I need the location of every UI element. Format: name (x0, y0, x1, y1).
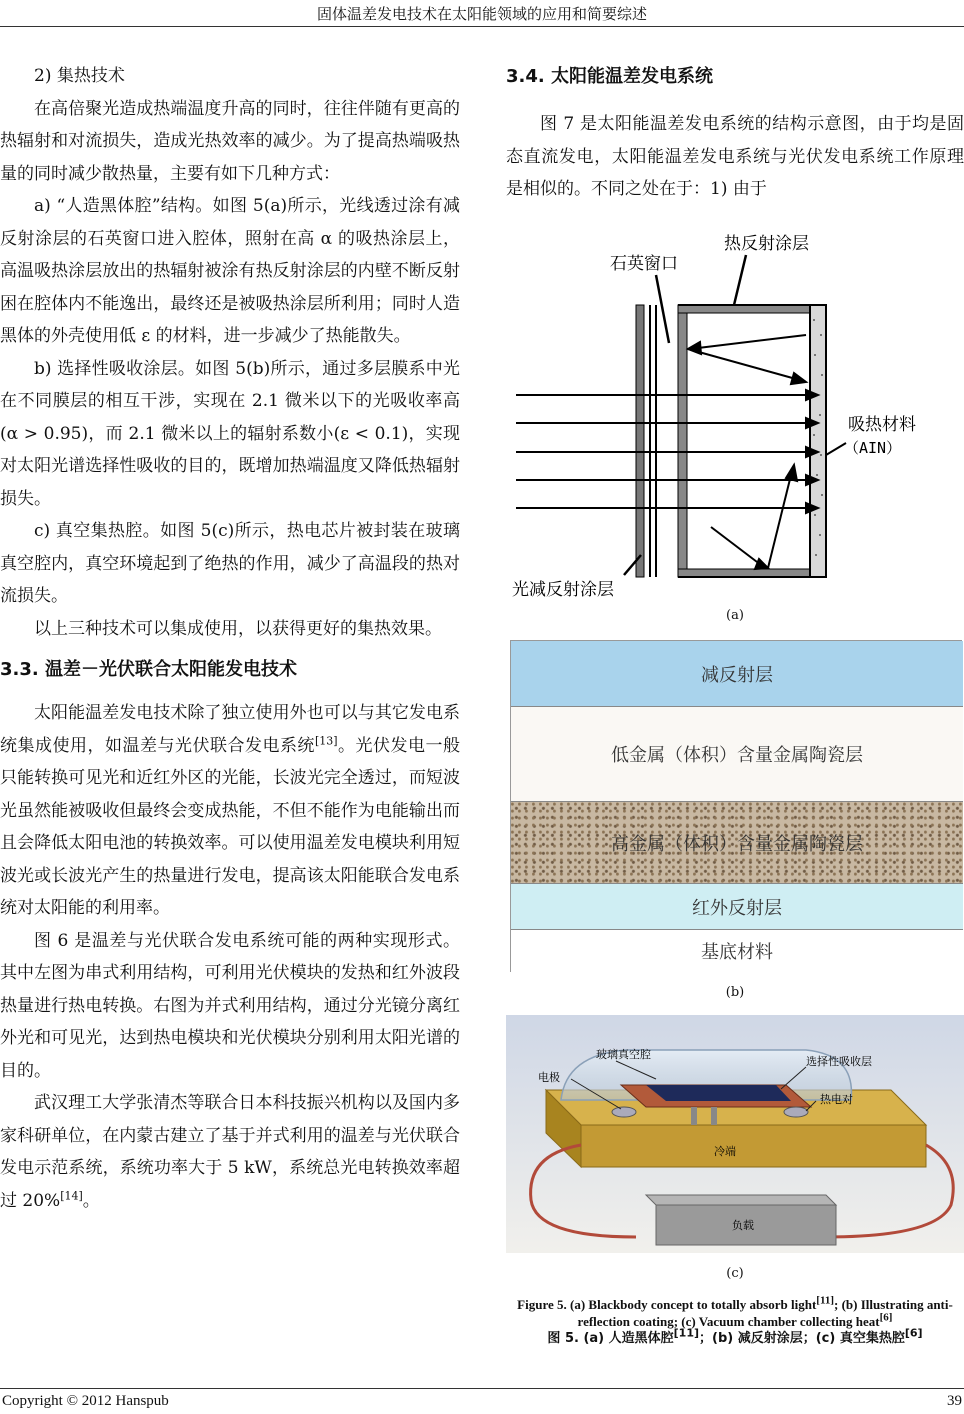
right-column (506, 60, 964, 206)
paragraph: 图 7 是太阳能温差发电系统的结构示意图，由于均是固态直流发电，太阳能温差发电系统与光伏发电系统工作原理是相似的。不同之处在于：1) 由于 (506, 114, 964, 199)
running-title: 固体温差发电技术在太阳能领域的应用和简要综述 (316, 5, 647, 23)
layer-antireflect (511, 641, 963, 707)
leader-line (734, 255, 746, 305)
caption-text: Figure 5. (a) Blackbody concept to totally absorb light (517, 1297, 817, 1312)
copyright: Copyright © 2012 Hanspub (2, 1393, 169, 1409)
label-ar-coating: 光减反射涂层 (512, 580, 614, 600)
subfigure-caption: (a) (726, 608, 744, 623)
cold-plate-front (581, 1125, 926, 1167)
layer-infrared-reflect (511, 884, 963, 930)
leader-line (826, 443, 846, 455)
header-rule (0, 26, 964, 27)
paragraph-text: 太阳能温差发电技术除了独立使用外也可以与其它发电系统集成使用，如温差与光伏联合发电系统 (0, 703, 460, 756)
cavity-bottom-wall (678, 569, 810, 577)
paragraph: b) 选择性吸收涂层。如图 5(b)所示，通过多层膜系中光在不同膜层的相互干涉，实现在 2.1 微米以下的光吸收率高(α > 0.95)，而 2.1 微米以上的辐射系数小(ε < 0.1)，实现对太阳光谱选择性吸收的目的，既增加热端温度又降低热辐射损失。 (0, 358, 460, 509)
footer-rule (0, 1388, 964, 1389)
subsection-heading: 2) 集热技术 (34, 66, 125, 86)
figure-5b-coating-layers (510, 640, 962, 972)
caption-text: ；(b) 减反射涂层；(c) 真空集热腔 (699, 1331, 905, 1346)
figure-caption (506, 1296, 964, 1347)
label-selective-layer: 选择性吸收层 (806, 1055, 872, 1068)
figure-caption-en (506, 1296, 964, 1330)
citation[interactable]: [6] (904, 1326, 923, 1340)
label-absorber: 吸热材料 (848, 415, 916, 435)
citation[interactable]: [6] (879, 1311, 893, 1324)
window-frame (636, 305, 644, 577)
layer-label: 高金属（体积）含量金属陶瓷层 (611, 833, 863, 855)
label-cold-side: 冷端 (714, 1145, 736, 1158)
label-glass-chamber: 玻璃真空腔 (596, 1048, 651, 1061)
paragraph: a) “人造黑体腔”结构。如图 5(a)所示，光线透过涂有减反射涂层的石英窗口进入腔体，照射在高 α 的吸热涂层上，高温吸热涂层放出的热辐射被涂有热反射涂层的内壁不断反射困在腔体内不能逸出，最终还是被吸热涂层所利用；同时人造黑体的外壳使用低 ε 的材料，进一步减少了热能散失。 (0, 196, 460, 346)
citation[interactable]: [11] (816, 1294, 835, 1307)
paragraph: 以上三种技术可以集成使用，以获得更好的集热效果。 (34, 618, 442, 639)
vacuum-chamber-render (506, 1015, 964, 1253)
paragraph (0, 697, 460, 925)
paragraph-text: 。光伏发电一般只能转换可见光和近红外区的光能，长波光完全透过，而短波光虽然能被吸收但最终会变成热能，不但不能作为电能输出而且会降低太阳电池的转换效率。可以使用温差发电模块利用短波光或长波光产生的热量进行发电，提高该太阳能联合发电系统对太阳能的利用率。 (0, 735, 461, 918)
load-top (646, 1195, 836, 1205)
layer-low-metal-cermet (511, 707, 963, 802)
citation[interactable]: [13] (314, 733, 338, 747)
paragraph-text: 。 (82, 1190, 100, 1211)
cavity-left-wall (678, 305, 687, 577)
layer-label: 红外反射层 (692, 897, 782, 919)
leader-line (656, 275, 669, 343)
cavity-top-wall (678, 305, 810, 313)
subfigure-caption: (c) (726, 1266, 744, 1281)
label-absorber-material: （AIN） (844, 439, 902, 457)
thermocouple-leg (711, 1107, 717, 1125)
selective-coating (646, 1085, 791, 1101)
label-load: 负载 (732, 1219, 754, 1232)
citation[interactable]: [11] (673, 1326, 700, 1340)
layer-label: 低金属（体积）含量金属陶瓷层 (611, 745, 863, 766)
caption-text: ; (b) Illustrating anti-reflection coating; (c) Vacuum chamber collecting heat (577, 1297, 953, 1329)
layer-label: 基底材料 (701, 942, 773, 963)
paragraph-text: 武汉理工大学张清杰等联合日本科技振兴机构以及国内多家科研单位，在内蒙古建立了基于并式利用的温差与光伏联合发电示范系统，系统功率大于 5 kW，系统总光电转换效率超过 20% (0, 1093, 460, 1211)
section-heading: 3.3. 温差－光伏联合太阳能发电技术 (0, 659, 297, 680)
electrode (612, 1107, 636, 1117)
paragraph (0, 1087, 460, 1217)
absorber-material (810, 305, 826, 577)
incident-rays (516, 390, 818, 513)
label-heat-reflect: 热反射涂层 (724, 234, 809, 254)
left-column (0, 60, 460, 1217)
running-header (0, 0, 964, 24)
electrode (784, 1107, 808, 1117)
subfigure-caption: (b) (725, 985, 745, 1000)
caption-text: 图 5. (a) 人造黑体腔 (547, 1331, 674, 1346)
figure-5c-vacuum-chamber (506, 1015, 964, 1253)
label-electrode: 电极 (538, 1071, 560, 1084)
label-quartz-window: 石英窗口 (610, 254, 678, 274)
paragraph: 图 6 是温差与光伏联合发电系统可能的两种实现形式。其中左图为串式利用结构，可利用光伏模块的发热和红外波段热量进行热电转换。右图为并式利用结构，通过分光镜分离红外光和可见光，达到热电模块和光伏模块分别利用太阳光谱的目的。 (0, 930, 460, 1081)
paragraph: c) 真空集热腔。如图 5(c)所示，热电芯片被封装在玻璃真空腔内，真空环境起到了绝热的作用，减少了高温段的热对流损失。 (0, 521, 460, 606)
page-number: 39 (947, 1393, 962, 1409)
citation[interactable]: [14] (60, 1188, 83, 1202)
thermocouple-leg (691, 1107, 697, 1125)
figure-5a-blackbody (506, 225, 964, 610)
figure-caption-zh (506, 1326, 964, 1347)
blackbody-diagram (506, 225, 964, 610)
layer-high-metal-cermet (511, 802, 963, 884)
section-heading: 3.4. 太阳能温差发电系统 (506, 66, 713, 87)
label-thermocouple: 热电对 (820, 1093, 853, 1106)
layer-substrate (511, 930, 963, 972)
paragraph: 在高倍聚光造成热端温度升高的同时，往往伴随有更高的热辐射和对流损失，造成光热效率的减少。为了提高热端吸热量的同时减少散热量，主要有如下几种方式： (0, 98, 460, 184)
layer-label: 减反射层 (701, 664, 773, 686)
